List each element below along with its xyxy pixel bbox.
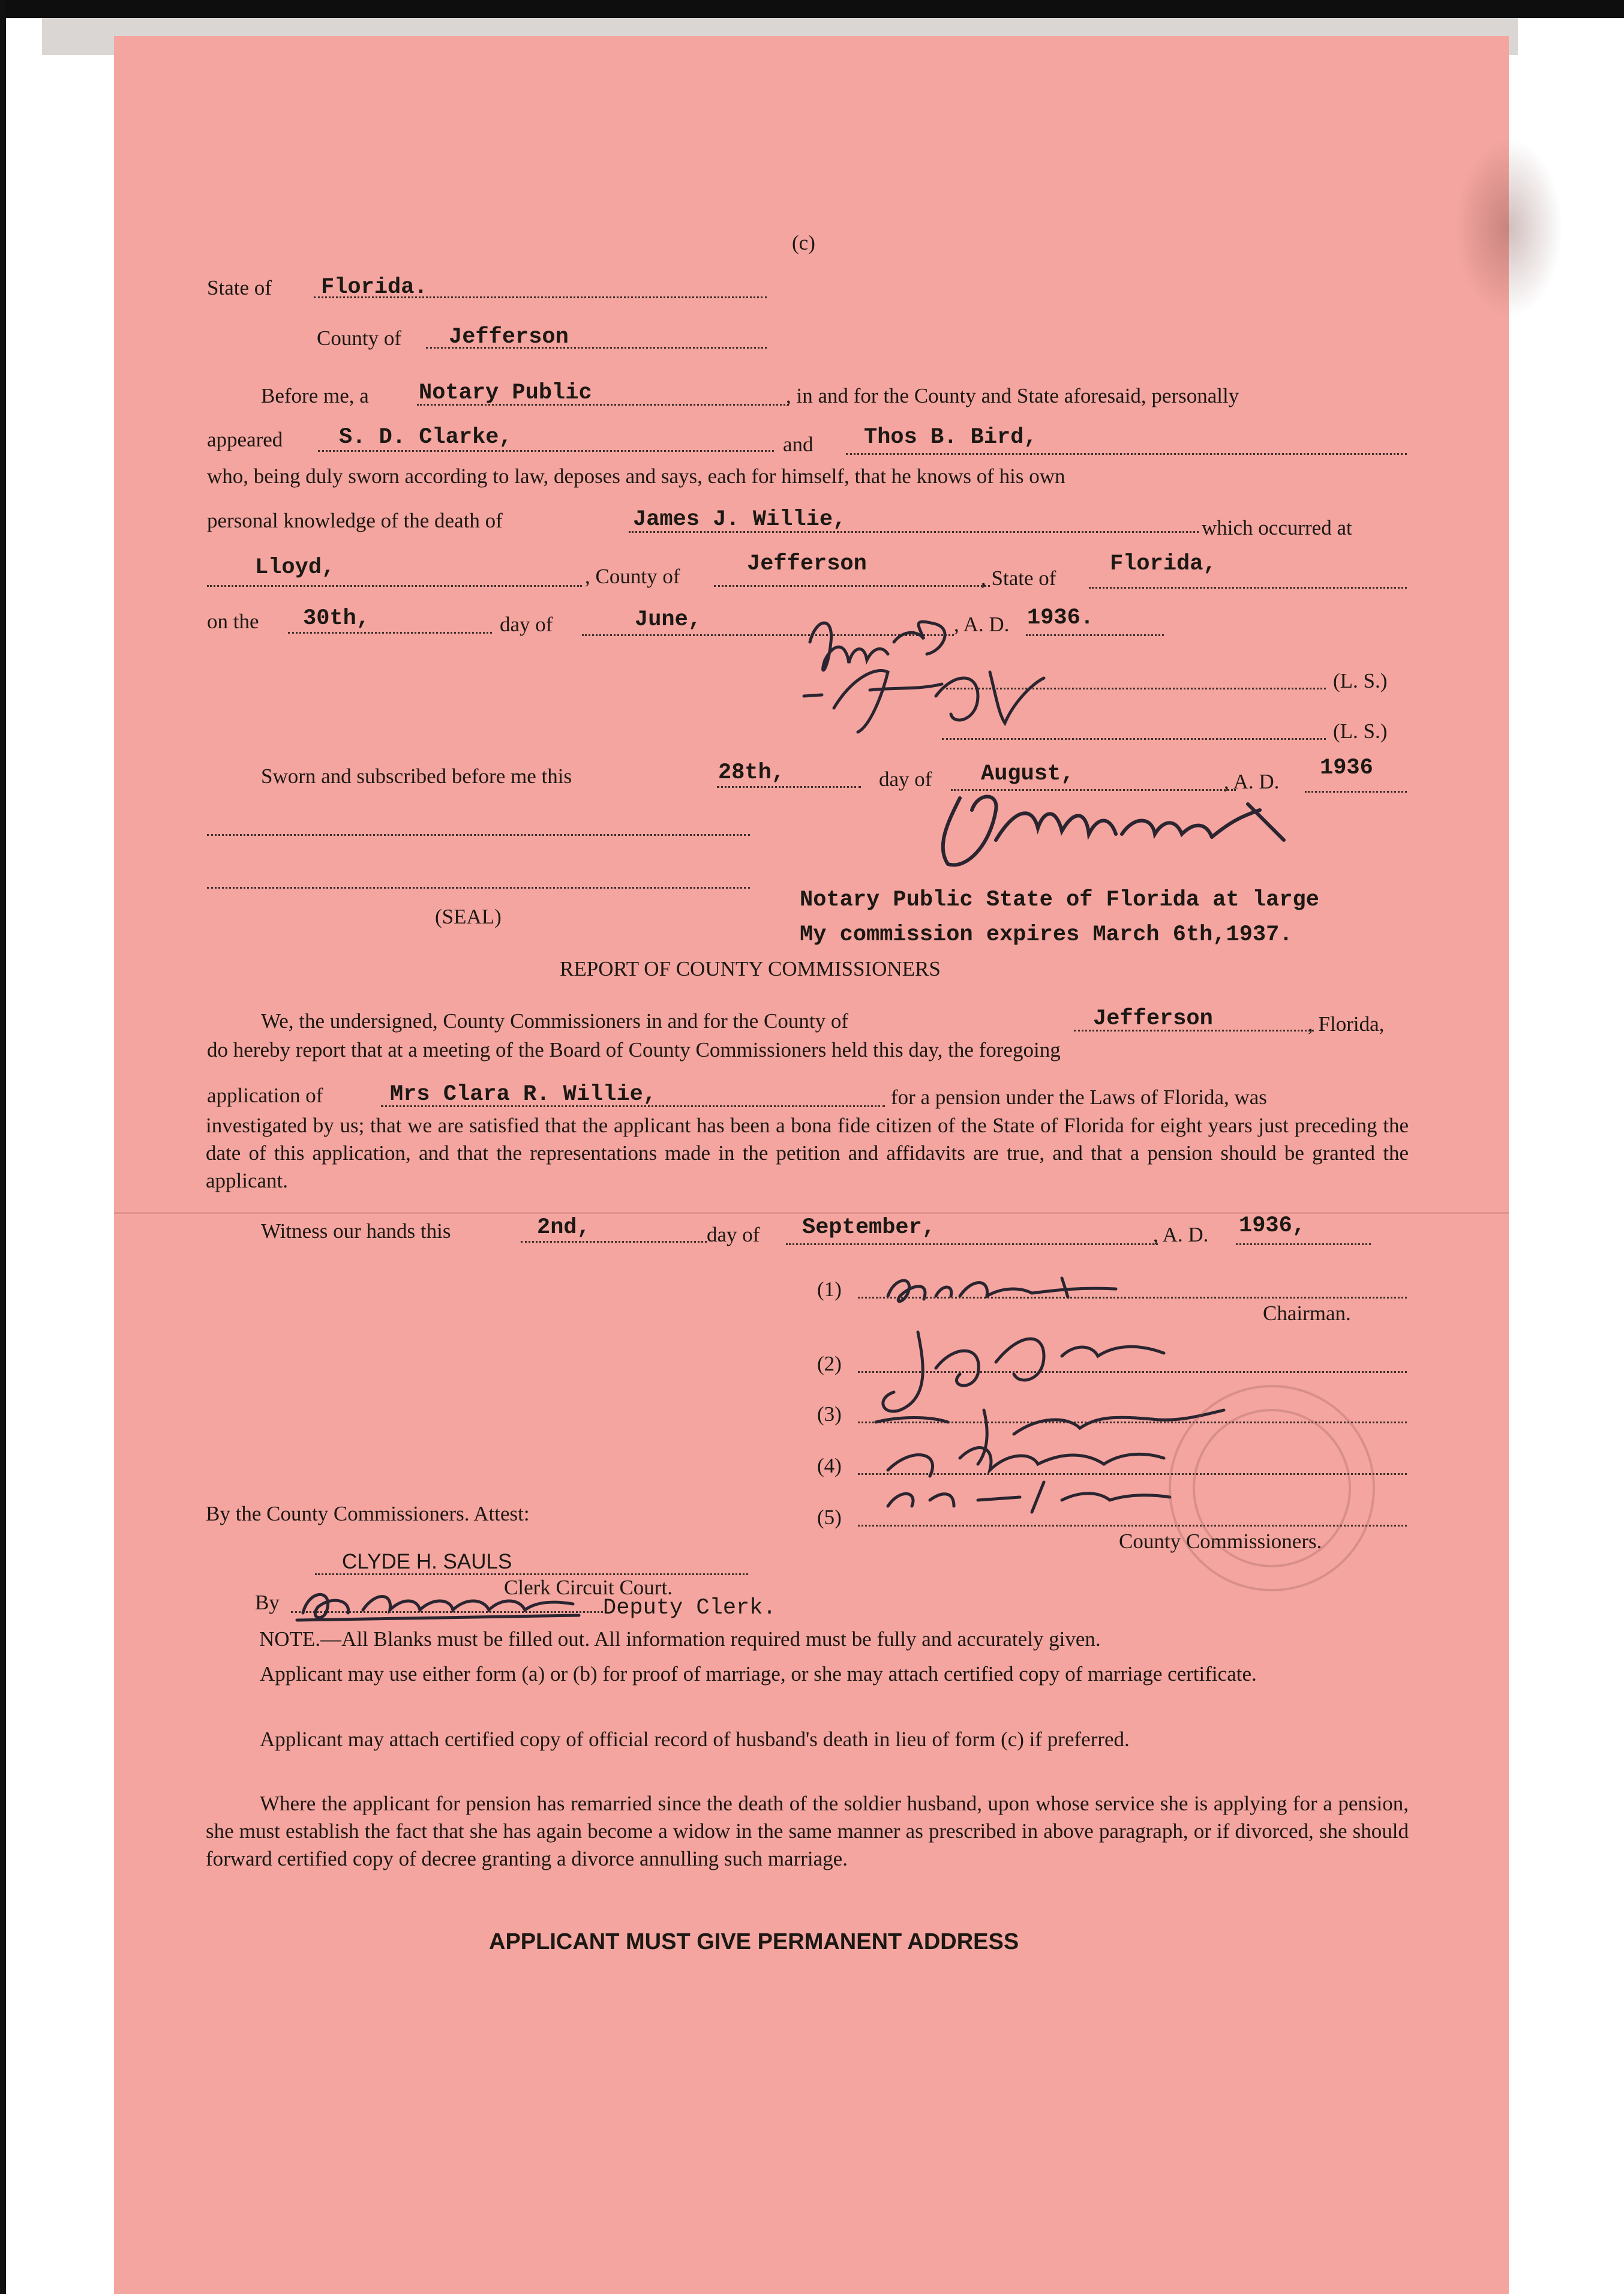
death-day-blank[interactable] (288, 632, 492, 634)
occurred-label: which occurred at (1202, 516, 1352, 539)
application-of-label: application of (207, 1084, 323, 1107)
on-the-label: on the (207, 610, 259, 633)
witness-year-blank[interactable] (1236, 1243, 1371, 1245)
commissioners-label: County Commissioners. (1119, 1530, 1322, 1553)
appeared-label: appeared (207, 428, 283, 451)
officer-value: Notary Public (419, 380, 592, 406)
witness1-value: S. D. Clarke, (339, 425, 512, 450)
county-value: Jefferson (449, 325, 569, 350)
witness1-blank[interactable] (318, 450, 774, 452)
in-and-for-text: , in and for the County and State aforesaid, personally (786, 384, 1239, 407)
deputy-signature (291, 1577, 591, 1631)
clerk-name: CLYDE H. SAULS (342, 1550, 512, 1573)
deceased-value: James J. Willie, (633, 507, 846, 532)
death-state-value: Florida, (1110, 551, 1217, 577)
sworn-month-value: August, (981, 761, 1074, 787)
witness-day-of-label: day of (707, 1223, 760, 1246)
witness-year-value: 1936, (1239, 1213, 1306, 1239)
scan-frame-top (0, 0, 1624, 18)
state-value: Florida. (321, 275, 428, 300)
blank-line-a[interactable] (207, 834, 750, 836)
clerk-name-line[interactable] (315, 1573, 748, 1575)
commissioner-number-3: (3) (817, 1402, 842, 1426)
paper-stain (1455, 138, 1563, 318)
state-of-label: , State of (981, 566, 1056, 590)
death-year-value: 1936. (1027, 605, 1094, 631)
commissioner-number-5: (5) (817, 1506, 842, 1529)
witness-month-value: September, (802, 1215, 936, 1240)
applicant-value: Mrs Clara R. Willie, (390, 1082, 657, 1107)
county-label: County of (317, 326, 401, 350)
ls1-label: (L. S.) (1333, 669, 1388, 692)
note-text: NOTE.—All Blanks must be filled out. All information required must be fully and accurately given. (259, 1627, 1101, 1651)
notary-line-1: Notary Public State of Florida at large (800, 887, 1319, 913)
day-of-label: day of (500, 613, 553, 636)
commissioner-number-2: (2) (817, 1352, 842, 1375)
sworn-day-of-label: day of (879, 767, 932, 791)
report-line-2: do hereby report that at a meeting of the Board of County Commissioners held this day, the foregoing (207, 1038, 1061, 1061)
affiant-signatures (798, 606, 1170, 744)
scan-frame-left (0, 0, 6, 2294)
chairman-label: Chairman. (1263, 1302, 1351, 1325)
form-mark: (c) (792, 231, 815, 254)
report-heading: REPORT OF COUNTY COMMISSIONERS (560, 957, 941, 980)
footer-heading: APPLICANT MUST GIVE PERMANENT ADDRESS (489, 1929, 1019, 1954)
pension-text: for a pension under the Laws of Florida, was (891, 1085, 1267, 1109)
county-of-label: , County of (585, 565, 680, 588)
notary-signature (924, 774, 1308, 876)
witness2-value: Thos B. Bird, (864, 425, 1037, 450)
witness-day-blank[interactable] (521, 1241, 707, 1243)
notary-line-2: My commission expires March 6th,1937. (800, 922, 1293, 947)
sworn-ad-label: , A. D. (1224, 770, 1280, 793)
witness-ad-label: , A. D. (1153, 1223, 1209, 1246)
note-paragraph-2: Applicant may attach certified copy of official record of husband's death in lieu of form (c) if preferred. (260, 1728, 1130, 1751)
sworn-year-value: 1936 (1320, 755, 1373, 781)
sworn-line: who, being duly sworn according to law, deposes and says, each for himself, that he knows of his own (207, 464, 1065, 488)
ad-label: , A. D. (954, 613, 1010, 636)
note-paragraph-3: Where the applicant for pension has remarried since the death of the soldier husband, upon whose service she is applying for a pension, she must establish the fact that she has again become a widow in the same manner as prescribed in above paragraph, or if divorced, she should forward certified copy of decree granting a divorce annulling such marriage. (206, 1792, 1409, 1870)
death-state-blank[interactable] (1089, 587, 1407, 589)
sworn-subscribed-label: Sworn and subscribed before me this (261, 764, 572, 788)
witness-day-value: 2nd, (537, 1215, 590, 1240)
seal-label: (SEAL) (435, 905, 502, 928)
report-we-text: We, the undersigned, County Commissioners in and for the County of (261, 1009, 849, 1033)
by-label: By (255, 1591, 280, 1614)
knowledge-label: personal knowledge of the death of (207, 509, 503, 532)
report-florida-text: , Florida, (1308, 1012, 1385, 1036)
state-label: State of (207, 276, 272, 299)
sworn-day-blank[interactable] (717, 786, 861, 788)
commissioner-number-4: (4) (817, 1454, 842, 1477)
witness-month-blank[interactable] (786, 1243, 1158, 1245)
sworn-day-value: 28th, (718, 760, 785, 785)
witness2-blank[interactable] (846, 453, 1407, 455)
place-blank[interactable] (207, 585, 582, 587)
and-label: and (783, 433, 813, 456)
death-day-value: 30th, (303, 606, 370, 631)
deputy-clerk-label: Deputy Clerk. (603, 1596, 776, 1621)
ls2-label: (L. S.) (1333, 719, 1388, 743)
place-value: Lloyd, (255, 555, 335, 580)
report-county-value: Jefferson (1093, 1006, 1213, 1031)
attest-label: By the County Commissioners. Attest: (206, 1502, 530, 1525)
before-me-label: Before me, a (261, 384, 369, 407)
blank-line-b[interactable] (207, 887, 750, 889)
death-county-blank[interactable] (714, 585, 990, 587)
clerk-title: Clerk Circuit Court. (504, 1576, 673, 1599)
county-seal-impression (1116, 1374, 1428, 1602)
note-paragraph-1: Applicant may use either form (a) or (b) for proof of marriage, or she may attach certified copy of marriage certificate. (260, 1662, 1257, 1686)
report-body: investigated by us; that we are satisfied that the applicant has been a bona fide citizen of the State of Florida for eight years just preceding the date of this application, and that the representations made in the petition and affidavits are true, and that a pension should be granted the applicant. (206, 1114, 1409, 1192)
sworn-year-blank[interactable] (1305, 791, 1407, 793)
death-month-value: June, (635, 607, 702, 632)
commissioner-number-1: (1) (817, 1278, 842, 1301)
death-county-value: Jefferson (747, 551, 867, 577)
witness-text: Witness our hands this (261, 1219, 451, 1243)
